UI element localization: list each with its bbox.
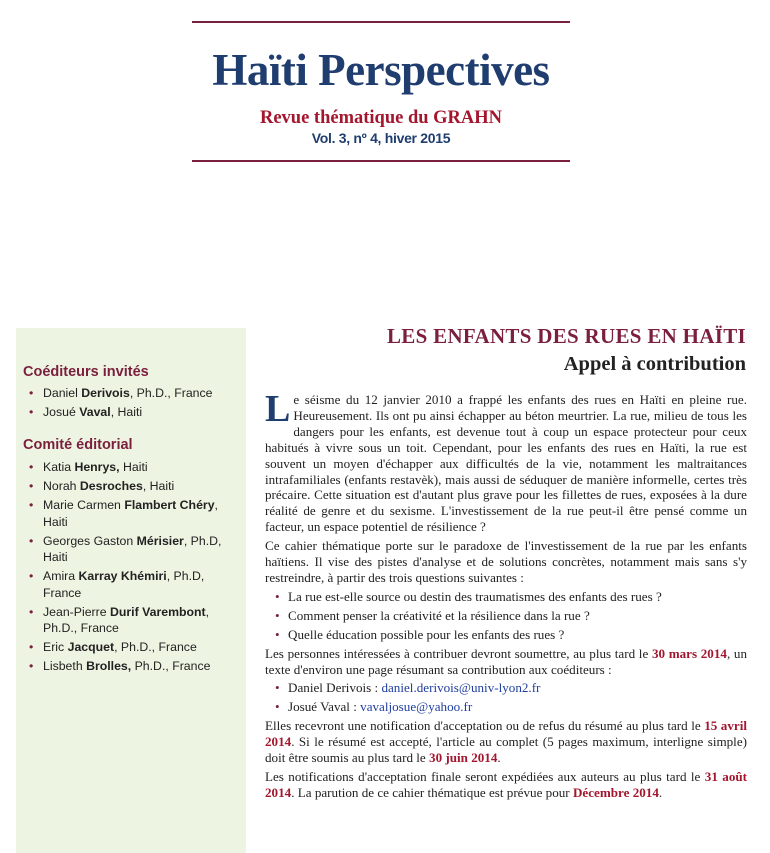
guest-editors-list xyxy=(23,385,241,423)
list-item: • Eric Jacquet, Ph.D., France xyxy=(23,639,241,656)
list-item: • Georges Gaston Mérisier, Ph.D, Haiti xyxy=(23,533,241,566)
list-item: • Lisbeth Brolles, Ph.D., France xyxy=(23,658,241,675)
committee-list xyxy=(23,459,241,677)
final-paragraph: Les notifications d'acceptation finale seront expédiées aux auteurs au plus tard le 31 août 2014. La parution de ce cahier thématique est prévue pour Décembre 2014. xyxy=(265,768,748,800)
contacts-list xyxy=(265,680,747,715)
journal-issue: Vol. 3, nº 4, hiver 2015 xyxy=(311,130,451,146)
notification-paragraph: Elles recevront une notification d'acceptation ou de refus du résumé au plus tard le 15 avril 2014. Si le résumé est accepté, l'article au complet (5 pages maximum, interligne simple) doit être soumis au plus tard le 30 juin 2014. xyxy=(265,718,747,766)
deadline-date: 15 avril 2014 xyxy=(265,718,747,750)
list-item: • Quelle éducation possible pour les enfants des rues ? xyxy=(265,627,747,643)
email-link[interactable]: vavaljosue@yahoo.fr xyxy=(360,699,473,715)
journal-title: Haïti Perspectives xyxy=(212,45,550,95)
scope-paragraph: Ce cahier thématique porte sur le paradoxe de l'investissement de la rue par les enfants haïtiens. Il vise des pistes d'analyse et de solutions concrètes, notamment mais sans s'y restreindre, à partir des trois questions suivantes : xyxy=(265,538,747,585)
deadline-date: 30 juin 2014 xyxy=(429,750,498,766)
header-bottom-rule xyxy=(192,160,570,162)
list-item: • La rue est-elle source ou destin des traumatismes des enfants des rues ? xyxy=(265,589,747,605)
email-link[interactable]: daniel.derivois@univ-lyon2.fr xyxy=(381,680,541,696)
editorial-sidebar xyxy=(16,328,246,853)
call-body xyxy=(265,388,748,804)
call-title: LES ENFANTS DES RUES EN HAÏTI xyxy=(387,324,746,348)
list-item: • Katia Henrys, Haiti xyxy=(23,459,241,476)
submission-paragraph: Les personnes intéressées à contribuer devront soumettre, au plus tard le 30 mars 2014, un texte d'environ une page résumant sa contribution aux coéditeurs : xyxy=(265,645,747,677)
list-item: • Josué Vaval, Haiti xyxy=(23,404,241,421)
drop-cap: L xyxy=(265,388,291,430)
list-item: • Jean-Pierre Durif Varembont, Ph.D., France xyxy=(23,604,241,637)
list-item: • Norah Desroches, Haiti xyxy=(23,478,241,495)
header-top-rule xyxy=(192,21,570,23)
guest-editors-heading: Coéditeurs invités xyxy=(23,364,149,380)
deadline-date: Décembre 2014 xyxy=(572,784,659,800)
questions-list xyxy=(265,589,747,643)
list-item: • Comment penser la créativité et la résilience dans la rue ? xyxy=(265,608,747,624)
committee-heading: Comité éditorial xyxy=(23,437,133,453)
list-item: • Daniel Derivois, Ph.D., France xyxy=(23,385,241,402)
list-item: • Josué Vaval : vavaljosue@yahoo.fr xyxy=(265,699,747,715)
list-item: • Daniel Derivois : daniel.derivois@univ-lyon2.fr xyxy=(265,680,747,696)
journal-subtitle: Revue thématique du GRAHN xyxy=(259,108,503,128)
deadline-date: 30 mars 2014 xyxy=(651,645,727,661)
list-item: • Marie Carmen Flambert Chéry, Haiti xyxy=(23,497,241,530)
deadline-date: 31 août 2014 xyxy=(265,768,748,800)
intro-paragraph: Le séisme du 12 janvier 2010 a frappé les enfants des rues en Haïti en pleine rue. Heureusement. Ils ont pu ainsi échapper au béton meurtrier. La rue, milieu de tous les dangers pour les enfants, est devenue tout à coup un espace protecteur pour ceux habitués à vivre sous un toit. Cependant, pour les enfants des rues en Haïti, la rue est souvent un moyen d'échapper aux difficultés de la vie, notamment les maltraitances intrafamiliales (enfants restavèk), mais aussi de séduquer de manière informelle, certes très précaire. Cette situation est d'autant plus grave pour les fillettes de rues, exposées à la dure réalité de genre et du sexisme. L'investissement de la rue peut-il être pensé comme un facteur, un espace potentiel de résilience ? xyxy=(265,388,747,535)
list-item: • Amira Karray Khémiri, Ph.D, France xyxy=(23,568,241,601)
call-subtitle: Appel à contribution xyxy=(563,353,746,375)
